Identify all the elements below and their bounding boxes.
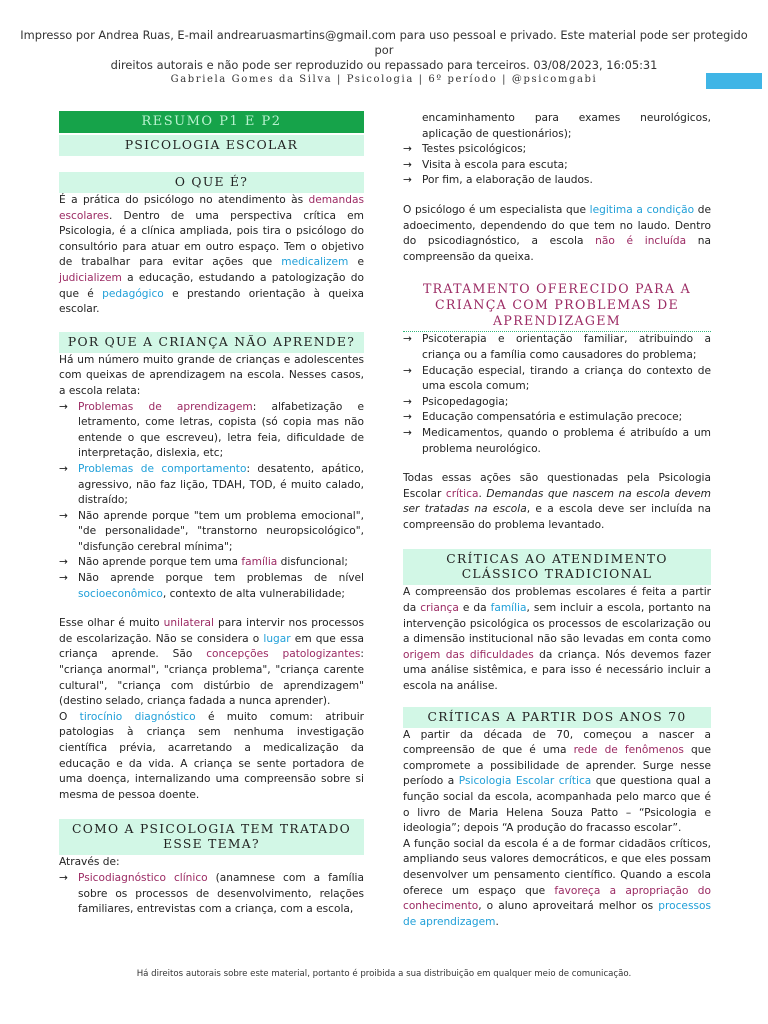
paragraph-unilateral: Esse olhar é muito unilateral para intervir nos processos de escolarização. Não se considera o lugar em que essa criança aprende. São concepções patologizantes: "criança anormal", "criança problema", "criança carente cultural", "criança com distúrbio de aprendizagem" (destino selado, criança fadada a nunca aprender).: [59, 617, 364, 708]
section-por-que-intro: Há um número muito grande de crianças e adolescentes com queixas de aprendizagem na escola. Nesses casos, a escola relata:: [59, 353, 364, 397]
section-como-intro: Através de:: [59, 856, 120, 869]
print-notice-line-1: Impresso por Andrea Ruas, E-mail andrearuasmartins@gmail.com para uso pessoal e privado. Este material pode ser protegido por: [20, 28, 748, 57]
section-tratamento-title: TRATAMENTO OFERECIDO PARA A CRIANÇA COM PROBLEMAS DE APRENDIZAGEM: [403, 279, 711, 332]
list-item: → Problemas de aprendizagem: alfabetização e letramento, come letras, copista (só copia mas não entende o que escreveu), letra feia, dificuldade de interpretação, dislexia, etc;: [59, 400, 365, 460]
print-notice-line-2: direitos autorais e não pode ser reproduzido ou repassado para terceiros. 03/08/2023, 16:05:31: [110, 58, 658, 72]
left-column: [59, 111, 364, 918]
paragraph-funcao-social: A função social da escola é a de formar cidadãos críticos, ampliando seus valores democráticos, e que eles possam desenvolver um pensamento científico. Quando a escola oferece um espaço que favoreça a apropriação do conhecimento, o aluno aproveitará melhor os processos de aprendizagem.: [403, 837, 711, 928]
section-como-title: COMO A PSICOLOGIA TEM TRATADO ESSE TEMA?: [59, 819, 364, 855]
list-item: → Testes psicológicos;: [403, 143, 527, 156]
list-item: → Psicoterapia e orientação familiar, atribuindo a criança ou a família como causadores do problema;: [403, 333, 711, 361]
right-column: [403, 111, 711, 930]
list-item: → Psicodiagnóstico clínico (anamnese com a família sobre os processos de desenvolvimento, relações familiares, entrevistas com a criança, com a escola,: [59, 871, 364, 916]
paragraph-criticas-classico: A compreensão dos problemas escolares é feita a partir da criança e da família, sem incluir a escola, portanto na intervenção psicológica os processos de escolarização ou a dimensão institucional não são levadas em conta como origem das dificuldades da criança. Nós devemos fazer uma análise sistêmica, e para isso é necessário incluir a escola na análise.: [403, 586, 711, 693]
list-item: → Psicopedagogia;: [403, 395, 509, 408]
list-item: → Educação compensatória e estimulação precoce;: [403, 411, 683, 424]
section-anos-70-title: CRÍTICAS A PARTIR DOS ANOS 70: [403, 707, 711, 728]
section-por-que-title: POR QUE A CRIANÇA NÃO APRENDE?: [59, 332, 364, 353]
section-criticas-classico-title: CRÍTICAS AO ATENDIMENTO CLÁSSICO TRADICIONAL: [403, 549, 711, 585]
summary-banner: RESUMO P1 E P2: [59, 111, 364, 133]
paragraph-anos-70: A partir da década de 70, começou a nascer a compreensão de que é uma rede de fenômenos que compromete a possibilidade de aprender. Surge nesse período a Psicologia Escolar crítica que questiona qual a função social da escola, acompanhada pelo marco que é o livro de Maria Helena Souza Patto – “Psicologia e ideologia”; depois “A produção do fracasso escolar”.: [403, 728, 711, 835]
section-o-que-e-title: O QUE É?: [59, 172, 364, 193]
list-item: → Visita à escola para escuta;: [403, 158, 568, 171]
blue-tag: [706, 73, 762, 89]
list-item: → Não aprende porque tem problemas de nível socioeconômico, contexto de alta vulnerabilidade;: [59, 572, 364, 600]
paragraph-tirocinio: O tirocínio diagnóstico é muito comum: atribuir patologias à criança sem nenhuma investigação científica prévia, acarretando a medicalização da educação e da vida. A criança se sente portadora de uma doença, internalizando uma compreensão sobre si mesma de pessoa doente.: [59, 710, 364, 801]
list-item: → Não aprende porque tem uma família disfuncional;: [59, 556, 348, 569]
list-item: → Não aprende porque "tem um problema emocional", "de personalidade", "transtorno neuropsicológico", "disfunção cerebral mínima";: [59, 509, 364, 553]
print-notice: [20, 28, 748, 73]
paragraph-questionadas: Todas essas ações são questionadas pela Psicologia Escolar crítica. Demandas que nascem na escola devem ser tratadas na escola, e a escola deve ser incluída na compreensão do problema levantado.: [403, 472, 711, 531]
section-o-que-e-text: É a prática do psicólogo no atendimento às demandas escolares. Dentro de uma perspectiva crítica em Psicologia, é a clínica ampliada, pois tira o psicólogo do consultório para atuar em outro espaço. Tem o objetivo de trabalhar para evitar ações que medicalizem e judicializem a educação, estudando a patologização do que é pedagógico e prestando orientação à queixa escolar.: [59, 194, 364, 316]
list-item-continued: encaminhamento para exames neurológicos, aplicação de questionários);: [422, 112, 711, 140]
author-byline: Gabriela Gomes da Silva | Psicologia | 6º período | @psicomgabi: [170, 74, 598, 85]
list-item: → Por fim, a elaboração de laudos.: [403, 174, 593, 187]
copyright-footer: Há direitos autorais sobre este material, portanto é proibida a sua distribuição em qualquer meio de comunicação.: [136, 969, 632, 979]
list-item: → Medicamentos, quando o problema é atribuído a um problema neurológico.: [403, 426, 711, 455]
list-item: → Problemas de comportamento: desatento, apático, agressivo, não faz lição, TDAH, TOD, é muito calado, distraído;: [59, 462, 364, 507]
subject-title: PSICOLOGIA ESCOLAR: [59, 135, 364, 156]
list-item: → Educação especial, tirando a criança do contexto de uma escola comum;: [403, 364, 711, 393]
paragraph-especialista: O psicólogo é um especialista que legitima a condição de adoecimento, dependendo do que tem no laudo. Dentro do psicodiagnóstico, a escola não é incluída na compreensão da queixa.: [403, 203, 711, 263]
